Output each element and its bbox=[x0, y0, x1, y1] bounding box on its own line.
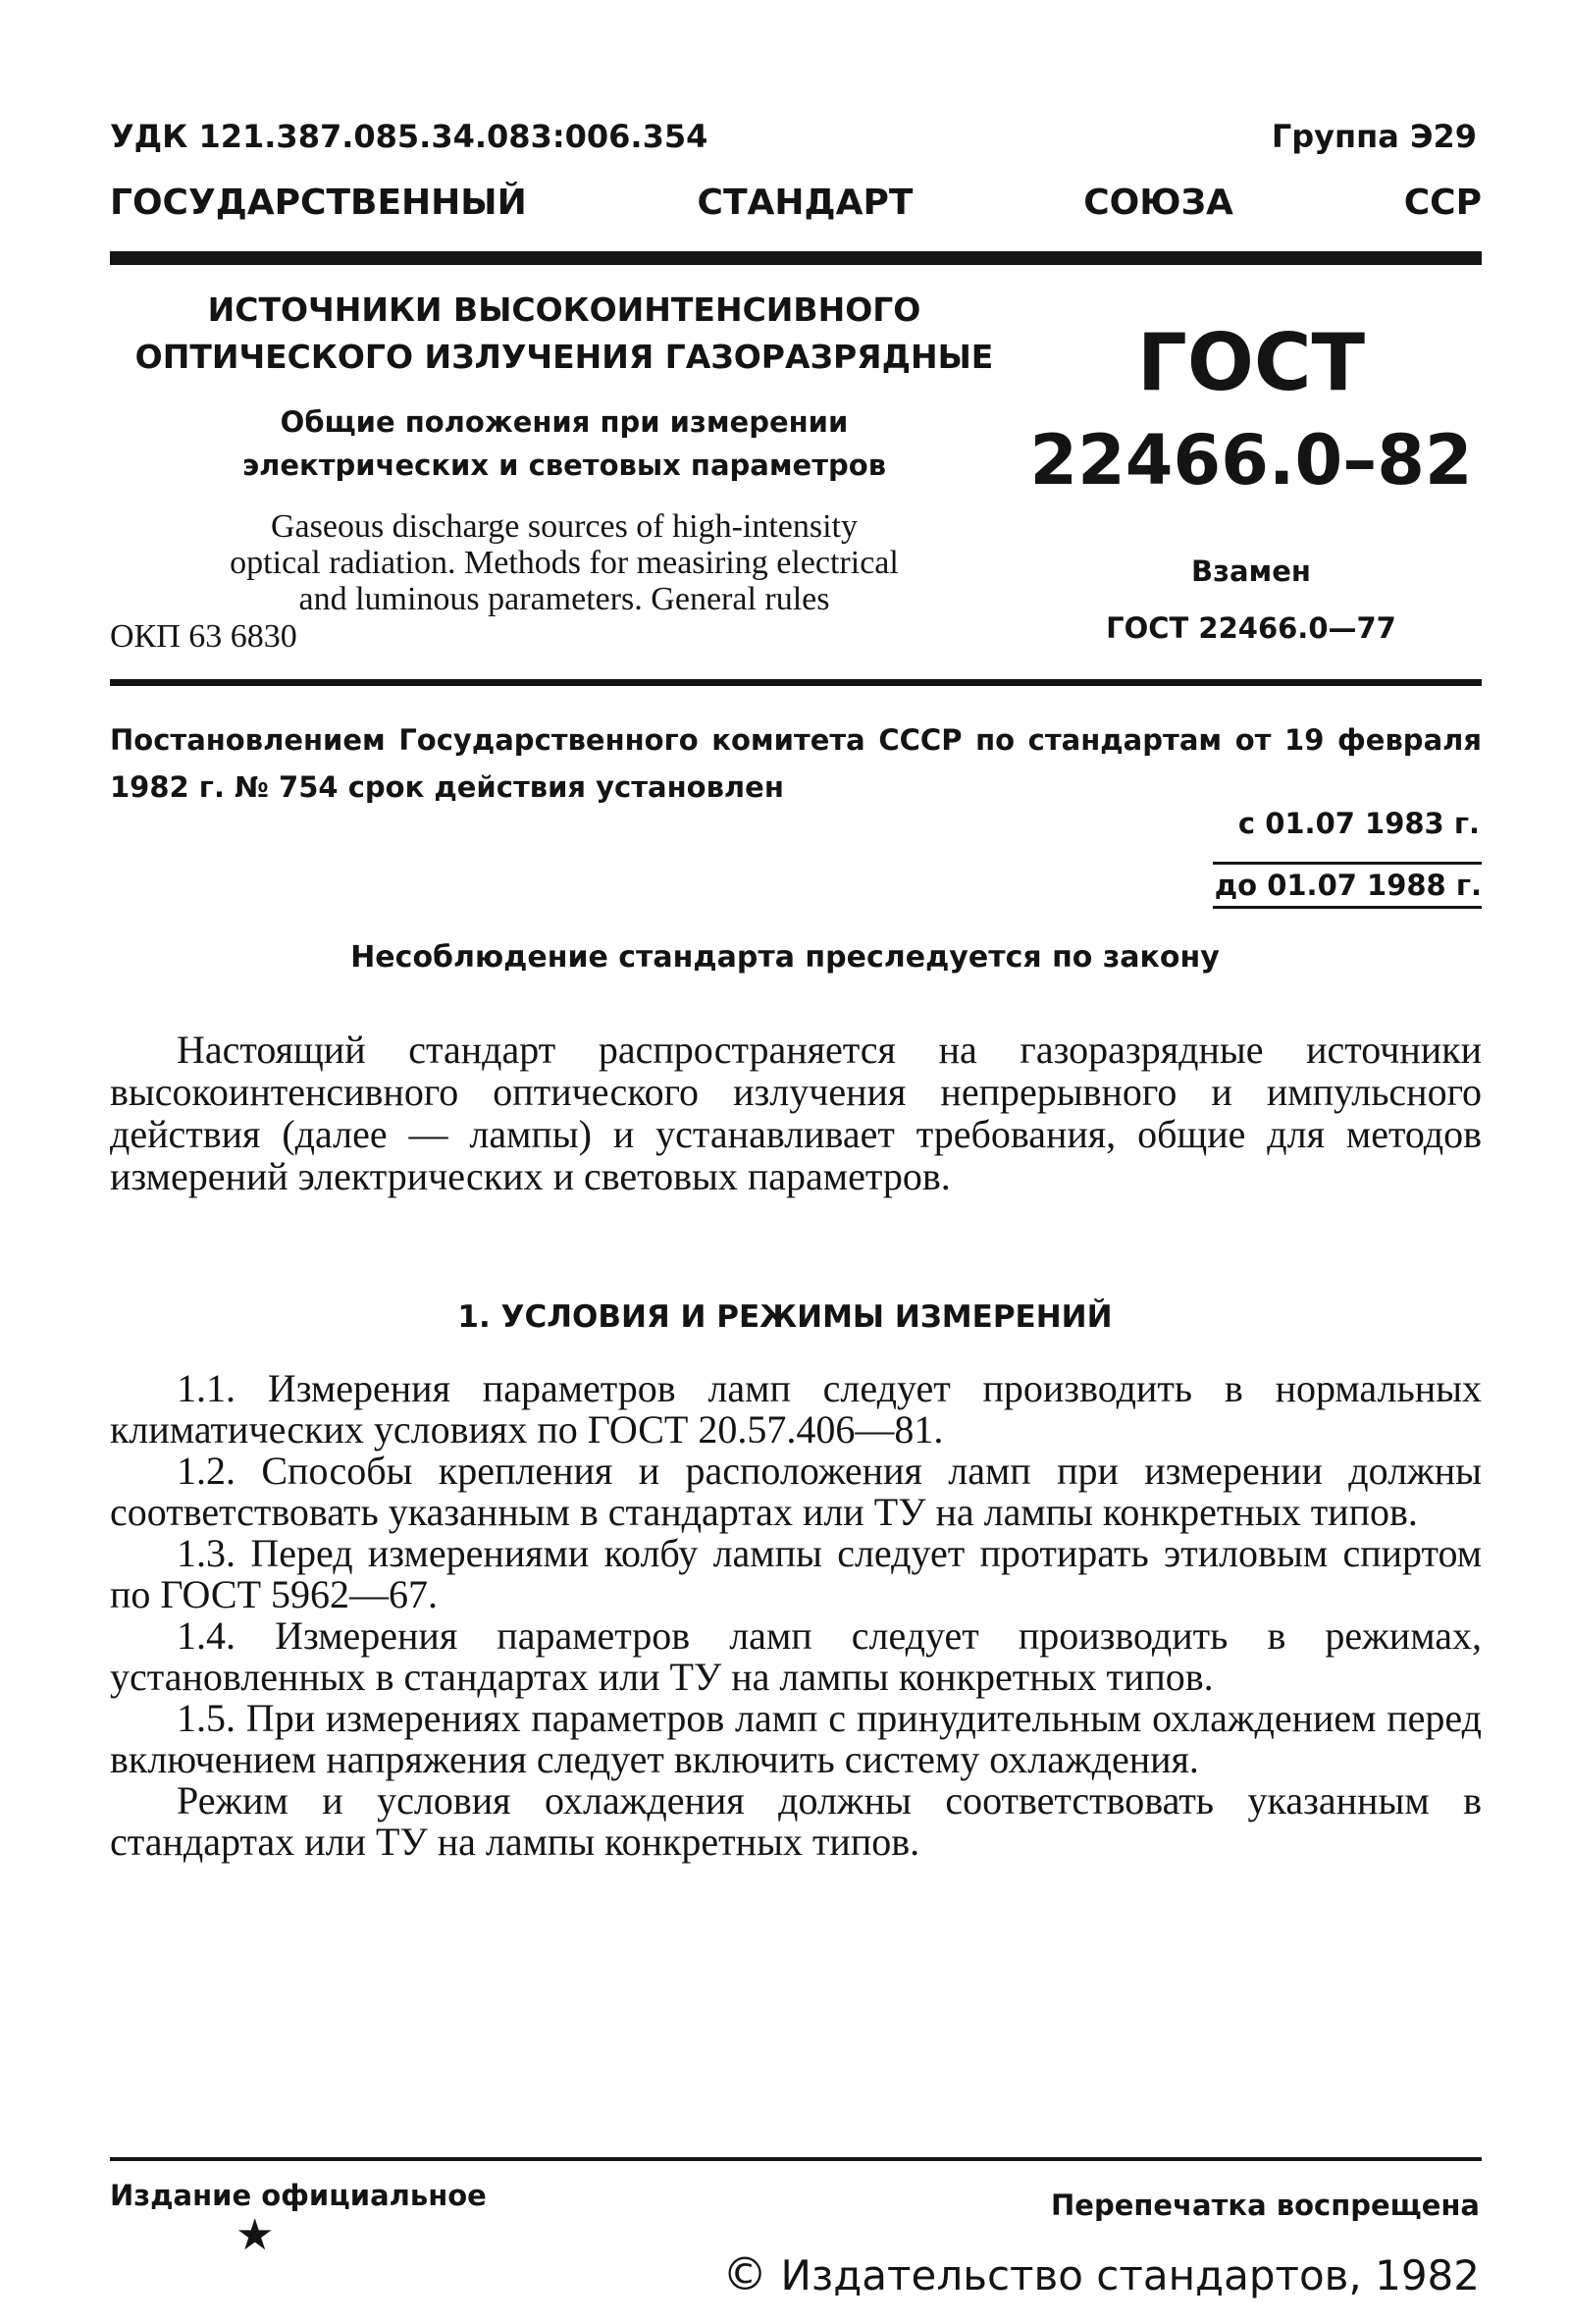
english-title-line-2: optical radiation. Methods for measiring electrical bbox=[230, 545, 899, 581]
replaces-label: Взамен bbox=[1191, 555, 1311, 588]
effective-from: с 01.07 1983 г. bbox=[1237, 807, 1480, 840]
effective-to: до 01.07 1988 г. bbox=[1214, 869, 1482, 902]
state-word-1: ГОСУДАРСТВЕННЫЙ bbox=[110, 183, 527, 223]
gost-word: ГОСТ bbox=[1136, 317, 1366, 408]
legal-notice: Несоблюдение стандарта преследуется по закону bbox=[350, 940, 1220, 975]
effective-to-box bbox=[1213, 862, 1482, 909]
gost-number: 22466.0–82 bbox=[1029, 420, 1473, 501]
state-word-2: СТАНДАРТ bbox=[697, 183, 914, 223]
copyright-icon: © bbox=[722, 2247, 768, 2300]
clause-1-3: 1.3. Перед измерениями колбу лампы следует протирать этиловым спиртом по ГОСТ 5962—67. bbox=[110, 1531, 1482, 1616]
udk-code: УДК 121.387.085.34.083:006.354 bbox=[110, 118, 708, 155]
clause-1-2: 1.2. Способы крепления и расположения ламп при измерении должны соответствовать указанным в стандартах или ТУ на лампы конкретных типов. bbox=[110, 1449, 1482, 1534]
title-line-1: ИСТОЧНИКИ ВЫСОКОИНТЕНСИВНОГО bbox=[207, 290, 921, 329]
resolution-text: Постановлением Государственного комитета СССР по стандартам от 19 февраля 1982 г. № 754 срок действия установлен bbox=[110, 723, 1482, 804]
gost-designation bbox=[1020, 314, 1482, 648]
section-items bbox=[110, 1368, 1482, 1863]
state-word-3: СОЮЗА bbox=[1083, 183, 1233, 223]
section-title: 1. УСЛОВИЯ И РЕЖИМЫ ИЗМЕРЕНИЙ bbox=[457, 1299, 1113, 1335]
clause-1-4: 1.4. Измерения параметров ламп следует производить в режимах, установленных в стандартах или ТУ на лампы конкретных типов. bbox=[110, 1613, 1482, 1699]
replaces-value: ГОСТ 22466.0—77 bbox=[1106, 611, 1396, 645]
state-word-4: ССР bbox=[1403, 183, 1482, 223]
clause-1-5: 1.5. При измерениях параметров ламп с принудительным охлаждением перед включением напряжения следует включить систему охлаждения. bbox=[110, 1696, 1482, 1781]
subtitle-line-2: электрических и световых параметров bbox=[241, 449, 887, 482]
title-line-2: ОПТИЧЕСКОГО ИЗЛУЧЕНИЯ ГАЗОРАЗРЯДНЫЕ bbox=[134, 338, 994, 376]
group-code: Группа Э29 bbox=[1271, 118, 1477, 155]
okp-code: ОКП 63 6830 bbox=[110, 618, 297, 655]
footer-rule bbox=[110, 2157, 1482, 2161]
edition-label: Издание официальное bbox=[110, 2179, 487, 2212]
header-rule bbox=[110, 251, 1482, 265]
state-standard-heading bbox=[110, 183, 1482, 223]
copyright-line bbox=[722, 2247, 1480, 2300]
publisher-name: Издательство стандартов, 1982 bbox=[780, 2251, 1480, 2299]
english-title-line-1: Gaseous discharge sources of high-intensity bbox=[270, 508, 859, 545]
title-block bbox=[110, 287, 1019, 617]
star-icon: ★ bbox=[236, 2210, 275, 2260]
title-rule bbox=[110, 679, 1482, 686]
clause-1-5-cont: Режим и условия охлаждения должны соответствовать указанным в стандартах или ТУ на лампы конкретных типов. bbox=[110, 1778, 1482, 1864]
english-title-line-3: and luminous parameters. General rules bbox=[298, 581, 830, 617]
reprint-label: Перепечатка воспрещена bbox=[1051, 2189, 1480, 2222]
intro-text: Настоящий стандарт распространяется на газоразрядные источники высокоинтенсивного оптического излучения непрерывного и импульсного действия (далее — лампы) и устанавливает требования, общие для методов измерений электрических и световых параметров. bbox=[110, 1028, 1482, 1198]
subtitle-line-1: Общие положения при измерении bbox=[280, 405, 849, 439]
clause-1-1: 1.1. Измерения параметров ламп следует производить в нормальных климатических условиях по ГОСТ 20.57.406—81. bbox=[110, 1366, 1482, 1452]
intro-paragraph bbox=[110, 1029, 1482, 1197]
